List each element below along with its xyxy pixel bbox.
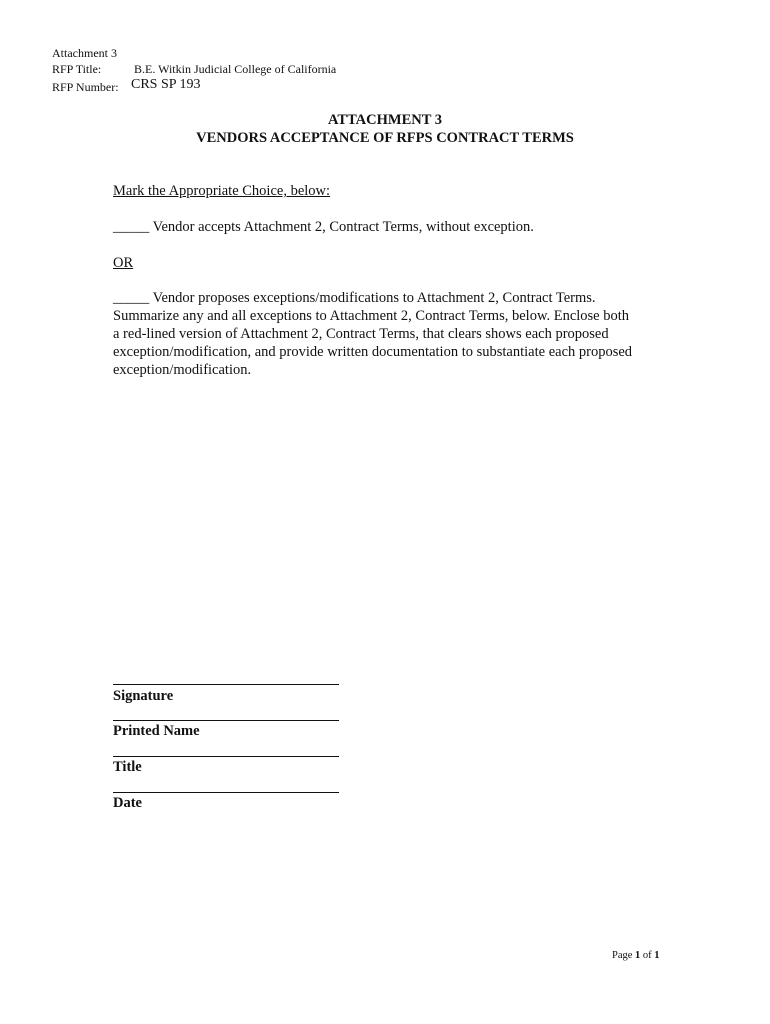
option-exceptions-paragraph [113,289,658,379]
or-separator: OR [113,255,134,271]
option-exceptions-line: Summarize any and all exceptions to Attachment 2, Contract Terms, below. Enclose both [113,308,630,324]
date-label: Date [113,795,142,811]
document-title-line-1: ATTACHMENT 3 [328,112,442,128]
option-accept-text: _____ Vendor accepts Attachment 2, Contract Terms, without exception. [113,219,534,235]
page-total: 1 [654,950,660,961]
option-exceptions-line: exception/modification. [113,362,252,378]
printed-name-line [113,720,339,721]
rfp-number-label: RFP Number: [52,80,119,94]
option-exceptions-line: _____ Vendor proposes exceptions/modifications to Attachment 2, Contract Terms. [113,290,596,306]
page-current: 1 [635,950,641,961]
option-exceptions-line: exception/modification, and provide written documentation to substantiate each proposed [113,344,633,360]
page-number [612,950,660,962]
printed-name-label: Printed Name [113,723,200,739]
date-line [113,792,339,793]
rfp-title-label: RFP Title: [52,62,102,76]
attachment-label: Attachment 3 [52,46,117,60]
instruction-text: Mark the Appropriate Choice, below: [113,183,331,199]
signature-label: Signature [113,688,174,704]
page-word: Page [612,950,633,961]
rfp-title-value: B.E. Witkin Judicial College of California [134,62,337,76]
document-title-line-2: VENDORS ACCEPTANCE OF RFPS CONTRACT TERMS [196,130,574,146]
title-label: Title [113,759,142,775]
of-word: of [642,950,652,961]
title-line [113,756,339,757]
signature-line [113,684,339,685]
option-exceptions-line: a red-lined version of Attachment 2, Contract Terms, that clears shows each proposed [113,326,609,342]
rfp-number-value: CRS SP 193 [131,77,201,92]
